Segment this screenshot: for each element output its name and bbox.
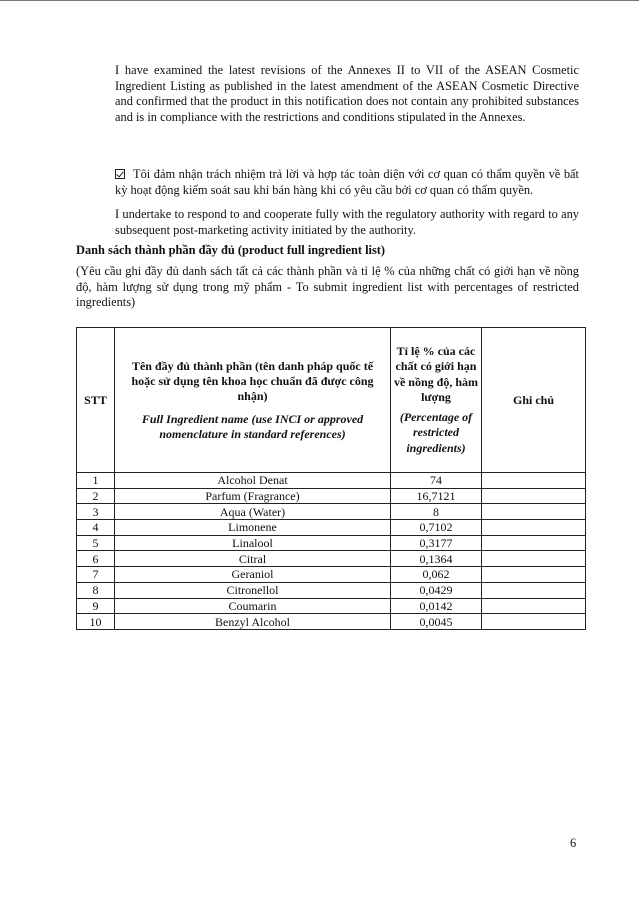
table-row: [77, 551, 586, 567]
cell-stt: 5: [77, 535, 115, 551]
header-name-vi: Tên đầy đủ thành phần (tên danh pháp quốc tế hoặc sử dụng tên khoa học chuẩn đã được công nhận): [131, 358, 374, 403]
responsibility-text-vi: Tôi đảm nhận trách nhiệm trả lời và hợp tác toàn diện với cơ quan có thẩm quyền về bất kỳ hoạt động kiểm soát sau khi bán hàng khi có yêu cầu bởi cơ quan có thẩm quyền.: [115, 167, 579, 197]
cell-stt: 1: [77, 473, 115, 489]
cell-note: [482, 582, 586, 598]
checked-checkbox-icon[interactable]: [115, 169, 125, 179]
header-percentage: [391, 328, 482, 473]
asean-compliance-paragraph: I have examined the latest revisions of the Annexes II to VII of the ASEAN Cosmetic Ingredient Listing as published in the latest amendment of the ASEAN Cosmetic Directive and confirmed that the product in this notification does not contain any prohibited substances and is in compliance with the restrictions and conditions stipulated in the Annexes.: [115, 63, 579, 124]
table-row: [77, 582, 586, 598]
header-note: Ghi chú: [482, 328, 586, 473]
cell-name: Citral: [115, 551, 391, 567]
header-ingredient-name: [115, 328, 391, 473]
cell-stt: 8: [77, 582, 115, 598]
table-row: [77, 504, 586, 520]
cell-name: Limonene: [115, 520, 391, 536]
cell-stt: 4: [77, 520, 115, 536]
cell-pct: 0,0142: [391, 598, 482, 614]
cell-name: Benzyl Alcohol: [115, 614, 391, 630]
cell-name: Aqua (Water): [115, 504, 391, 520]
cell-stt: 10: [77, 614, 115, 630]
cell-pct: 0,062: [391, 567, 482, 583]
header-pct-en: (Percentage of restricted ingredients): [399, 409, 473, 455]
cell-pct: 0,7102: [391, 520, 482, 536]
top-border-line: [0, 0, 639, 1]
cell-note: [482, 535, 586, 551]
cell-note: [482, 567, 586, 583]
responsibility-paragraph-vi: [115, 167, 579, 198]
header-stt: STT: [77, 328, 115, 473]
cell-pct: 74: [391, 473, 482, 489]
cell-name: Alcohol Denat: [115, 473, 391, 489]
cell-pct: 0,0429: [391, 582, 482, 598]
cell-stt: 6: [77, 551, 115, 567]
cell-name: Citronellol: [115, 582, 391, 598]
cell-stt: 7: [77, 567, 115, 583]
cell-note: [482, 614, 586, 630]
undertake-paragraph-en: I undertake to respond to and cooperate fully with the regulatory authority with regard to any subsequent post-marketing activity initiated by the authority.: [115, 207, 579, 237]
page-number: 6: [570, 836, 577, 850]
ingredient-list-instruction: (Yêu cầu ghi đầy đủ danh sách tất cả các thành phần và tỉ lệ % của những chất có giới hạn về nồng độ, hàm lượng sử dụng trong mỹ phẩm - To submit ingredient list with percentages of restricted ingredients): [76, 264, 579, 310]
ingredient-table: [76, 327, 586, 630]
cell-name: Parfum (Fragrance): [115, 488, 391, 504]
cell-pct: 8: [391, 504, 482, 520]
cell-pct: 0,3177: [391, 535, 482, 551]
cell-name: Geraniol: [115, 567, 391, 583]
cell-note: [482, 488, 586, 504]
table-row: [77, 488, 586, 504]
table-row: [77, 598, 586, 614]
table-row: [77, 473, 586, 489]
cell-stt: 3: [77, 504, 115, 520]
cell-name: Coumarin: [115, 598, 391, 614]
cell-pct: 0,1364: [391, 551, 482, 567]
cell-pct: 0,0045: [391, 614, 482, 630]
cell-note: [482, 520, 586, 536]
header-pct-vi: Tỉ lệ % của các chất có giới hạn về nồng độ, hàm lượng: [393, 343, 479, 405]
table-row: [77, 535, 586, 551]
cell-note: [482, 598, 586, 614]
cell-note: [482, 473, 586, 489]
table-row: [77, 520, 586, 536]
table-row: [77, 614, 586, 630]
cell-note: [482, 504, 586, 520]
table-row: [77, 567, 586, 583]
ingredient-list-title: Danh sách thành phần đầy đủ (product full ingredient list): [76, 243, 386, 257]
cell-stt: 9: [77, 598, 115, 614]
cell-note: [482, 551, 586, 567]
cell-stt: 2: [77, 488, 115, 504]
header-name-en: Full Ingredient name (use INCI or approved nomenclature in standard references): [141, 411, 364, 441]
cell-pct: 16,7121: [391, 488, 482, 504]
cell-name: Linalool: [115, 535, 391, 551]
